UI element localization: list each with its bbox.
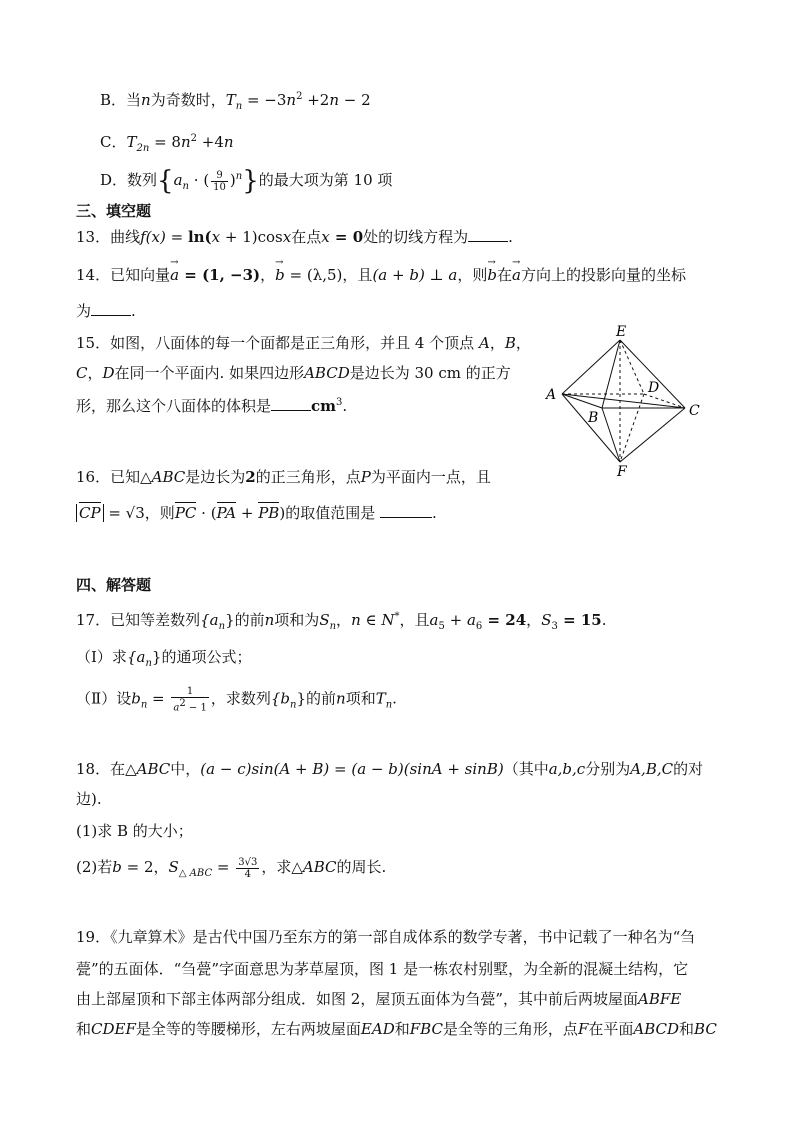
answer-blank: [468, 227, 508, 242]
label-e: E: [616, 324, 627, 340]
question-14-line2: 为 .: [76, 302, 136, 320]
option-d: D．数列{$a_n$ · ( $\frac{9}{10}$ )$^n$}的最大项为第 10 项: [100, 166, 393, 196]
edge-ea: [562, 340, 620, 394]
edge-ac: [562, 394, 685, 408]
question-19-line1: 19．《九章算术》是古代中国乃至东方的第一部自成体系的数学专著，书中记载了一种名为“刍: [76, 928, 696, 946]
question-15-line2: C，D在同一个平面内. 如果四边形ABCD是边长为 30 cm 的正方: [76, 364, 511, 382]
question-19-line4: 和CDEF是全等的等腰梯形，左右两坡屋面EAD和FBC是全等的三角形，点F在平面ABCD和BC: [76, 1020, 717, 1038]
octahedron-figure: [540, 322, 710, 482]
label-d: D: [648, 380, 660, 396]
answer-blank: [91, 301, 131, 316]
question-16-line2: CP = √3，则PC · (PA + PB)的取值范围是 .: [76, 502, 437, 524]
question-19-line3: 由上部屋顶和下部主体两部分组成．如图 2，屋顶五面体为刍甍”，其中前后两坡屋面ABFE: [76, 990, 682, 1008]
question-19-line2: 甍”的五面体．“刍甍”字面意思为茅草屋顶，图 1 是一栋农村别墅，为全新的混凝土结构，它: [76, 960, 689, 978]
section-heading-fill-in: 三、填空题: [76, 202, 152, 220]
question-13: 13．曲线f(x) = ln(x + 1)cosx在点x = 0处的切线方程为 .: [76, 228, 513, 246]
fraction-bn: $\frac{1}{a^2 - 1}$: [173, 686, 207, 714]
label-b: B: [588, 410, 599, 426]
question-17-part1: （Ⅰ）求$\{a_n\}$的通项公式；: [76, 648, 252, 669]
question-18-line2: 边).: [76, 790, 102, 808]
section-heading-solutions: 四、解答题: [76, 576, 152, 594]
question-15: 15．如图，八面体的每一个面都是正三角形，并且 4 个顶点 A，B，: [76, 334, 531, 352]
question-17: 17．已知等差数列$\{a_n\}$的前n项和为$S_n$，n ∈ N*，且$a_5 + a_6 = 24$，$S_3 = 15$.: [76, 611, 607, 632]
label-a: A: [546, 387, 557, 403]
answer-blank: [380, 503, 432, 518]
option-b: B．当n为奇数时，$T_n = -3n^2 +2n - 2$: [100, 91, 371, 112]
option-c: C．$T_{2n} = 8n^2 +4n$: [100, 133, 234, 154]
question-15-line3: 形，那么这个八面体的体积是 $cm^3$.: [76, 397, 348, 415]
question-17-part2: （Ⅱ）设$b_n$ = $\frac{1}{a^2 - 1}$ ，求数列$\{b_n\}$的前n项和$T_n$.: [76, 686, 397, 714]
fraction-9-10: $\frac{9}{10}$: [213, 169, 226, 193]
question-18: 18．在△ABC中，(a − c)sin(A + B) = (a − b)(sinA + sinB)（其中a,b,c分别为A,B,C的对: [76, 760, 704, 778]
question-16: 16．已知△ABC是边长为2的正三角形，点P为平面内一点，且: [76, 468, 491, 486]
fraction-area: $\frac{3√3}{4}$: [238, 856, 258, 880]
label-f: F: [617, 464, 627, 480]
edge-eb: [602, 340, 620, 408]
label-c: C: [689, 403, 700, 419]
question-18-part2: (2)若b = 2，$S_{\triangle ABC}$ = $\frac{3√3}{4}$ ，求△ABC的周长.: [76, 856, 387, 880]
edge-bf: [602, 408, 620, 462]
question-18-part1: (1)求 B 的大小；: [76, 822, 193, 840]
question-14: 14．已知向量→ a = (1, −3)，→ b = (λ,5)，且(a + b) ⊥ a，则→ b在→ a方向上的投影向量的坐标: [76, 264, 686, 286]
edge-ed: [620, 340, 644, 394]
answer-blank: [271, 396, 311, 411]
edge-ec: [620, 340, 685, 408]
